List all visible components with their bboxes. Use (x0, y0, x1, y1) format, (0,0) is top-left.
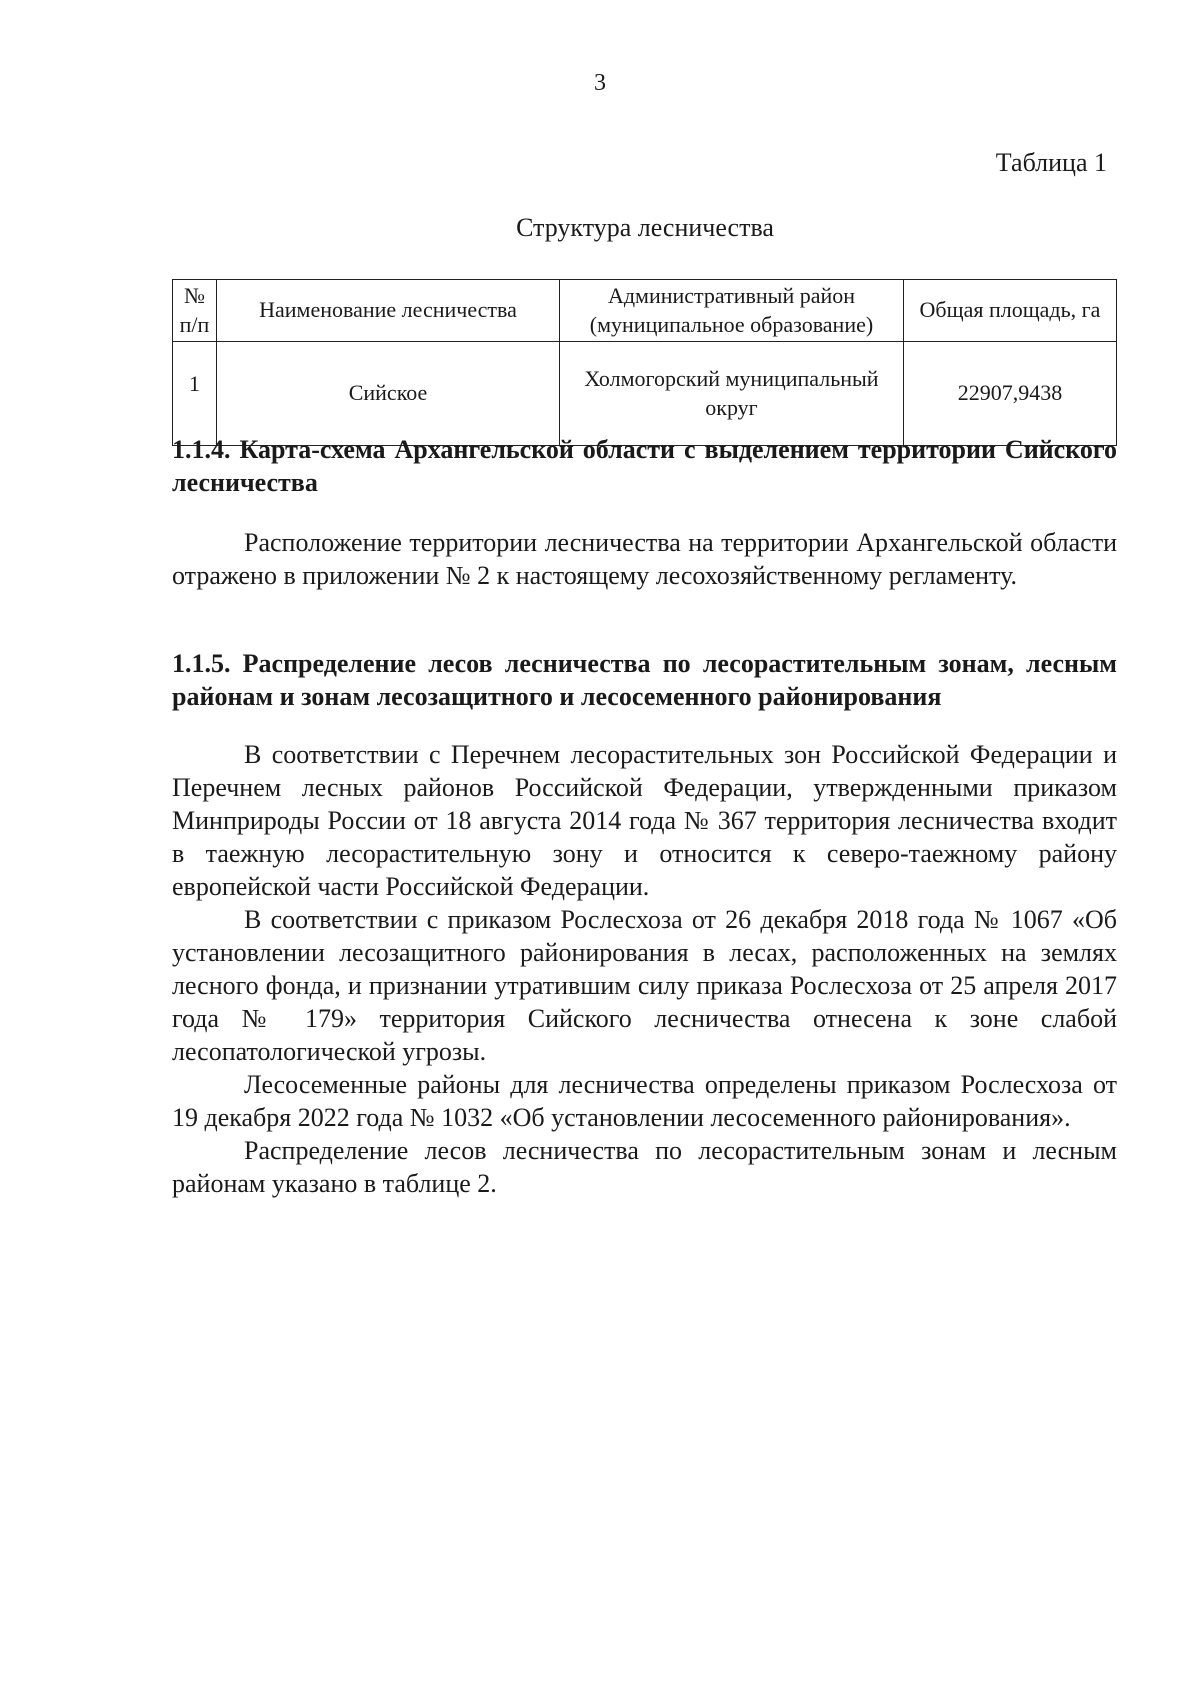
table-row (173, 342, 1117, 446)
paragraph: Расположение территории лесничества на территории Архангельской области отражено в приложении № 2 к настоящему лесохозяйственному регламенту. (172, 528, 1117, 590)
header-total-area: Общая площадь, га (904, 280, 1117, 342)
paragraph: Лесосеменные районы для лесничества определены приказом Рослесхоза от 19 декабря 2022 года № 1032 «Об установлении лесосеменного районирования». (172, 1070, 1117, 1132)
paragraph: В соответствии с Перечнем лесорастительных зон Российской Федерации и Перечнем лесных районов Российской Федерации, утвержденными приказом Минприроды России от 18 августа 2014 года № 367 территория лесничества входит в таежную лесорастительную зону и относится к северо-таежному району европейской части Российской Федерации. (172, 740, 1117, 901)
cell-admin-district: Холмогорский муниципальный округ (560, 342, 904, 446)
page-number: 3 (594, 70, 606, 96)
cell-forestry-name: Сийское (217, 342, 560, 446)
section-heading-1-1-4: 1.1.4. Карта-схема Архангельской области с выделением территории Сийского лесничества (172, 435, 1117, 497)
header-number: № п/п (173, 280, 217, 342)
cell-total-area: 22907,9438 (904, 342, 1117, 446)
paragraph: Распределение лесов лесничества по лесорастительным зонам и лесным районам указано в таблице 2. (172, 1136, 1117, 1198)
section-1-1-5-body (172, 738, 1117, 1200)
header-forestry-name: Наименование лесничества (217, 280, 560, 342)
table-caption: Структура лесничества (516, 213, 774, 242)
table-label: Таблица 1 (995, 148, 1107, 177)
forestry-structure-table (172, 279, 1117, 446)
cell-number: 1 (173, 342, 217, 446)
table-header-row (173, 280, 1117, 342)
paragraph: В соответствии с приказом Рослесхоза от 26 декабря 2018 года № 1067 «Об установлении лесозащитного районирования в лесах, расположенных на землях лесного фонда, и признании утратившим силу приказа Рослесхоза от 25 апреля 2017 года № 179» территория Сийского лесничества отнесена к зоне слабой лесопатологической угрозы. (172, 905, 1117, 1066)
header-admin-district: Административный район (муниципальное образование) (560, 280, 904, 342)
section-1-1-4-body (172, 526, 1117, 592)
section-heading-1-1-5: 1.1.5. Распределение лесов лесничества по лесорастительным зонам, лесным районам и зонам лесозащитного и лесосеменного районирования (172, 649, 1117, 711)
